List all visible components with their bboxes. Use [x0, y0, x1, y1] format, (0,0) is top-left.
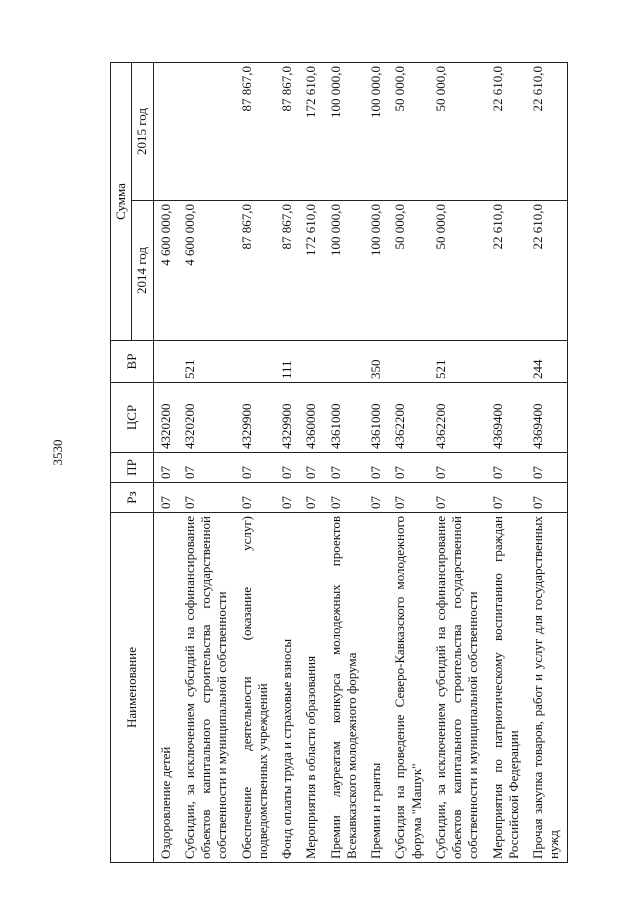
row-csr-cell: 4360000	[299, 383, 323, 453]
table-row	[153, 63, 178, 863]
header-year-2015: 2015 год	[132, 63, 153, 201]
table-row	[178, 63, 235, 863]
row-2014-cell: 100 000,0	[324, 201, 365, 341]
row-rz-cell: 07	[388, 483, 429, 513]
row-pr-cell: 07	[324, 453, 365, 483]
row-pr-cell: 07	[526, 453, 567, 483]
header-rz: Рз	[111, 483, 154, 513]
row-vr-cell: 111	[275, 341, 299, 383]
row-pr-cell: 07	[364, 453, 388, 483]
row-csr-cell: 4369400	[526, 383, 567, 453]
row-rz-cell: 07	[324, 483, 365, 513]
row-name-cell: Мероприятия по патриотическому воспитанию граждан Российской Федерации	[486, 513, 527, 863]
row-csr-cell: 4329900	[235, 383, 276, 453]
row-csr-cell: 4362200	[388, 383, 429, 453]
row-pr-cell: 07	[299, 453, 323, 483]
table-row	[275, 63, 299, 863]
row-csr-cell: 4361000	[324, 383, 365, 453]
row-name-cell: Субсидия на проведение Северо-Кавказского молодежного форума "Машук"	[388, 513, 429, 863]
row-pr-cell: 07	[153, 453, 178, 483]
row-csr-cell: 4361000	[364, 383, 388, 453]
row-2014-cell: 100 000,0	[364, 201, 388, 341]
row-2015-cell	[178, 63, 235, 201]
row-vr-cell: 521	[178, 341, 235, 383]
row-2015-cell: 100 000,0	[364, 63, 388, 201]
row-pr-cell: 07	[388, 453, 429, 483]
row-rz-cell: 07	[299, 483, 323, 513]
header-pr: ПР	[111, 453, 154, 483]
row-rz-cell: 07	[235, 483, 276, 513]
row-csr-cell: 4369400	[486, 383, 527, 453]
row-2014-cell: 50 000,0	[388, 201, 429, 341]
table-row	[364, 63, 388, 863]
row-vr-cell	[153, 341, 178, 383]
row-vr-cell	[324, 341, 365, 383]
row-vr-cell	[235, 341, 276, 383]
table-row	[429, 63, 486, 863]
row-name-cell: Субсидии, за исключением субсидий на софинансирование объектов капитального строительства государственной собственности и муниципальной собственности	[429, 513, 486, 863]
row-csr-cell: 4320200	[178, 383, 235, 453]
row-rz-cell: 07	[364, 483, 388, 513]
row-2014-cell: 87 867,0	[275, 201, 299, 341]
row-2015-cell: 87 867,0	[235, 63, 276, 201]
row-csr-cell: 4362200	[429, 383, 486, 453]
row-csr-cell: 4329900	[275, 383, 299, 453]
row-vr-cell: 521	[429, 341, 486, 383]
row-name-cell: Премии и гранты	[364, 513, 388, 863]
row-2015-cell: 22 610,0	[486, 63, 527, 201]
row-2014-cell: 87 867,0	[235, 201, 276, 341]
row-2014-cell: 22 610,0	[486, 201, 527, 341]
row-2015-cell: 22 610,0	[526, 63, 567, 201]
row-2015-cell	[153, 63, 178, 201]
budget-table	[110, 62, 568, 863]
row-pr-cell: 07	[429, 453, 486, 483]
row-rz-cell: 07	[153, 483, 178, 513]
row-2015-cell: 100 000,0	[324, 63, 365, 201]
row-pr-cell: 07	[178, 453, 235, 483]
header-year-2014: 2014 год	[132, 201, 153, 341]
table-row	[526, 63, 567, 863]
row-name-cell: Мероприятия в области образования	[299, 513, 323, 863]
row-vr-cell	[486, 341, 527, 383]
row-2015-cell: 87 867,0	[275, 63, 299, 201]
header-sum: Сумма	[111, 63, 132, 341]
row-2014-cell: 50 000,0	[429, 201, 486, 341]
row-vr-cell: 350	[364, 341, 388, 383]
row-name-cell: Оздоровление детей	[153, 513, 178, 863]
table-body	[153, 63, 567, 863]
row-pr-cell: 07	[275, 453, 299, 483]
row-pr-cell: 07	[235, 453, 276, 483]
header-vr: ВР	[111, 341, 154, 383]
row-rz-cell: 07	[178, 483, 235, 513]
row-2014-cell: 22 610,0	[526, 201, 567, 341]
row-rz-cell: 07	[526, 483, 567, 513]
page-number: 3530	[50, 439, 65, 466]
row-name-cell: Субсидии, за исключением субсидий на софинансирование объектов капитального строительства государственной собственности и муниципальной собственности	[178, 513, 235, 863]
header-csr: ЦСР	[111, 383, 154, 453]
row-csr-cell: 4320200	[153, 383, 178, 453]
row-2015-cell: 172 610,0	[299, 63, 323, 201]
row-vr-cell: 244	[526, 341, 567, 383]
table-row	[235, 63, 276, 863]
row-2014-cell: 4 600 000,0	[153, 201, 178, 341]
row-name-cell: Фонд оплаты труда и страховые взносы	[275, 513, 299, 863]
header-name: Наименование	[111, 513, 154, 863]
row-name-cell: Премии лауреатам конкурса молодежных проектов Всекавказского молодежного форума	[324, 513, 365, 863]
row-vr-cell	[299, 341, 323, 383]
row-2014-cell: 4 600 000,0	[178, 201, 235, 341]
row-name-cell: Прочая закупка товаров, работ и услуг для государственных нужд	[526, 513, 567, 863]
row-rz-cell: 07	[429, 483, 486, 513]
table-row	[299, 63, 323, 863]
row-rz-cell: 07	[486, 483, 527, 513]
row-vr-cell	[388, 341, 429, 383]
row-name-cell: Обеспечение деятельности (оказание услуг) подведомственных учреждений	[235, 513, 276, 863]
row-2014-cell: 172 610,0	[299, 201, 323, 341]
table-row	[324, 63, 365, 863]
row-2015-cell: 50 000,0	[429, 63, 486, 201]
row-pr-cell: 07	[486, 453, 527, 483]
row-rz-cell: 07	[275, 483, 299, 513]
table-row	[388, 63, 429, 863]
table-row	[486, 63, 527, 863]
row-2015-cell: 50 000,0	[388, 63, 429, 201]
